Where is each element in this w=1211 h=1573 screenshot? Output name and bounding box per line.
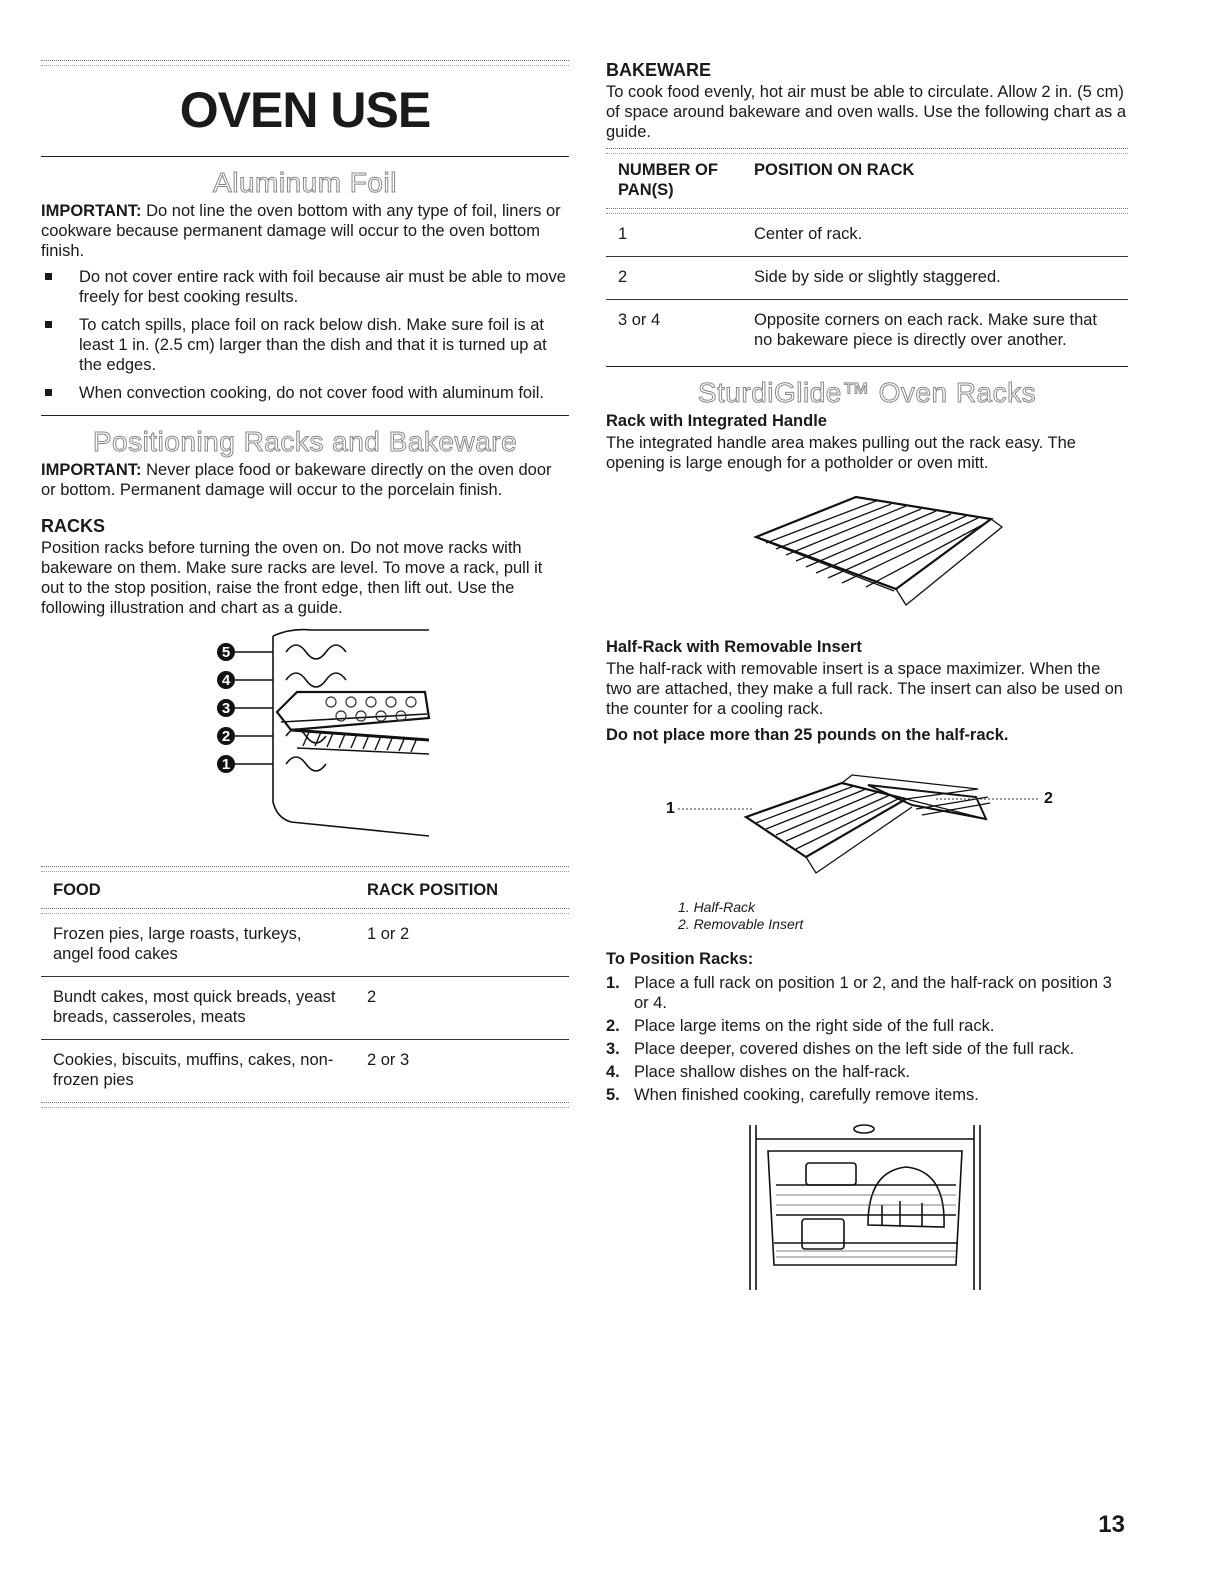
page-number: 13 [1098, 1511, 1125, 1538]
callout-1: 1 [666, 800, 675, 817]
left-column [41, 60, 569, 1108]
bakeware-text: To cook food evenly, hot air must be able to circulate. Allow 2 in. (5 cm) of space around bakeware and oven walls. Use the following chart as a guide. [606, 83, 1127, 141]
caption-half-rack: 1. Half-Rack [678, 899, 756, 915]
full-rack-illustration [606, 477, 1128, 627]
table-row: 2 Side by side or slightly staggered. [606, 257, 1128, 300]
table-row: Cookies, biscuits, muffins, cakes, non-frozen pies 2 or 3 [41, 1040, 569, 1103]
sturdiglide-heading: SturdiGlide™ Oven Racks [697, 377, 1037, 408]
svg-text:3: 3 [221, 700, 231, 717]
position-1-marker [217, 755, 235, 773]
list-item: To catch spills, place foil on rack below dish. Make sure foil is at least 1 in. (2.5 cm) larger than the dish and that it is turned up at the edges. [41, 315, 569, 375]
position-2-marker [217, 727, 235, 745]
table-divider [41, 866, 569, 872]
svg-text:1: 1 [221, 756, 231, 773]
table-row: 3 or 4 Opposite corners on each rack. Make sure that no bakeware piece is directly over another. [606, 300, 1128, 363]
list-item: When convection cooking, do not cover food with aluminum foil. [41, 383, 569, 403]
callout-2: 2 [1044, 790, 1053, 807]
rack-integrated-text: The integrated handle area makes pulling out the rack easy. The opening is large enough for a potholder or oven mitt. [606, 434, 1076, 472]
divider [606, 366, 1128, 367]
table-row: Bundt cakes, most quick breads, yeast breads, casseroles, meats 2 [41, 977, 569, 1040]
column-header: FOOD [53, 881, 101, 899]
right-column [606, 60, 1128, 1295]
to-position-steps [606, 973, 1128, 1105]
half-rack-text: The half-rack with removable insert is a space maximizer. When the two are attached, they make a full rack. The insert can also be used on the counter for a cooling rack. [606, 660, 1123, 718]
position-3-marker [217, 699, 235, 717]
positioning-heading: Positioning Racks and Bakeware [92, 426, 518, 457]
aluminum-foil-heading: Aluminum Foil [213, 167, 397, 198]
caption-removable-insert: 2. Removable Insert [678, 916, 804, 932]
aluminum-foil-list [41, 267, 569, 403]
position-5-marker [217, 643, 235, 661]
list-item: 1. Place a full rack on position 1 or 2, and the half-rack on position 3 or 4. [606, 974, 1112, 1012]
to-position-heading: To Position Racks: [606, 950, 754, 968]
bakeware-heading: BAKEWARE [606, 60, 712, 80]
column-header: NUMBER OF PAN(S) [618, 161, 718, 199]
list-item: Do not cover entire rack with foil because air must be able to move freely for best cooking results. [41, 267, 569, 307]
half-rack-illustration [606, 749, 1128, 899]
bakeware-table [606, 160, 1128, 362]
list-item: 2. Place large items on the right side of the full rack. [606, 1017, 995, 1035]
positioning-important: IMPORTANT: Never place food or bakeware directly on the oven door or bottom. Permanent damage will occur to the porcelain finish. [41, 461, 552, 499]
svg-text:5: 5 [221, 644, 231, 661]
racks-heading: RACKS [41, 516, 106, 536]
table-row: 1 Center of rack. [618, 225, 863, 243]
table-bottom-divider [41, 1102, 569, 1108]
table-row: Frozen pies, large roasts, turkeys, angel food cakes 1 or 2 [53, 925, 410, 963]
position-4-marker [217, 671, 235, 689]
oven-interior-illustration [606, 1115, 1128, 1295]
divider [606, 148, 1128, 154]
divider [41, 156, 569, 157]
svg-text:2: 2 [221, 728, 231, 745]
top-divider [41, 60, 569, 66]
list-item: 4. Place shallow dishes on the half-rack. [606, 1063, 911, 1081]
svg-text:4: 4 [221, 672, 231, 689]
list-item: 5. When finished cooking, carefully remove items. [606, 1086, 979, 1104]
rack-integrated-heading: Rack with Integrated Handle [606, 412, 827, 430]
half-rack-heading: Half-Rack with Removable Insert [606, 638, 862, 656]
column-header: RACK POSITION [367, 881, 499, 899]
food-rack-table [41, 880, 569, 1102]
rack-positions-illustration [41, 622, 569, 854]
divider [41, 415, 569, 416]
column-header: POSITION ON RACK [754, 161, 915, 179]
list-item: 3. Place deeper, covered dishes on the left side of the full rack. [606, 1040, 1075, 1058]
aluminum-foil-important: IMPORTANT: Do not line the oven bottom with any type of foil, liners or cookware because permanent damage will occur to the oven bottom finish. [41, 202, 561, 260]
page-title: OVEN USE [179, 82, 431, 138]
half-rack-warning: Do not place more than 25 pounds on the half-rack. [606, 726, 1009, 744]
racks-text: Position racks before turning the oven on. Do not move racks with bakeware on them. Make sure racks are level. To move a rack, pull it out to the stop position, raise the front edge, then lift out. Use the following illustration and chart as a guide. [41, 539, 543, 617]
